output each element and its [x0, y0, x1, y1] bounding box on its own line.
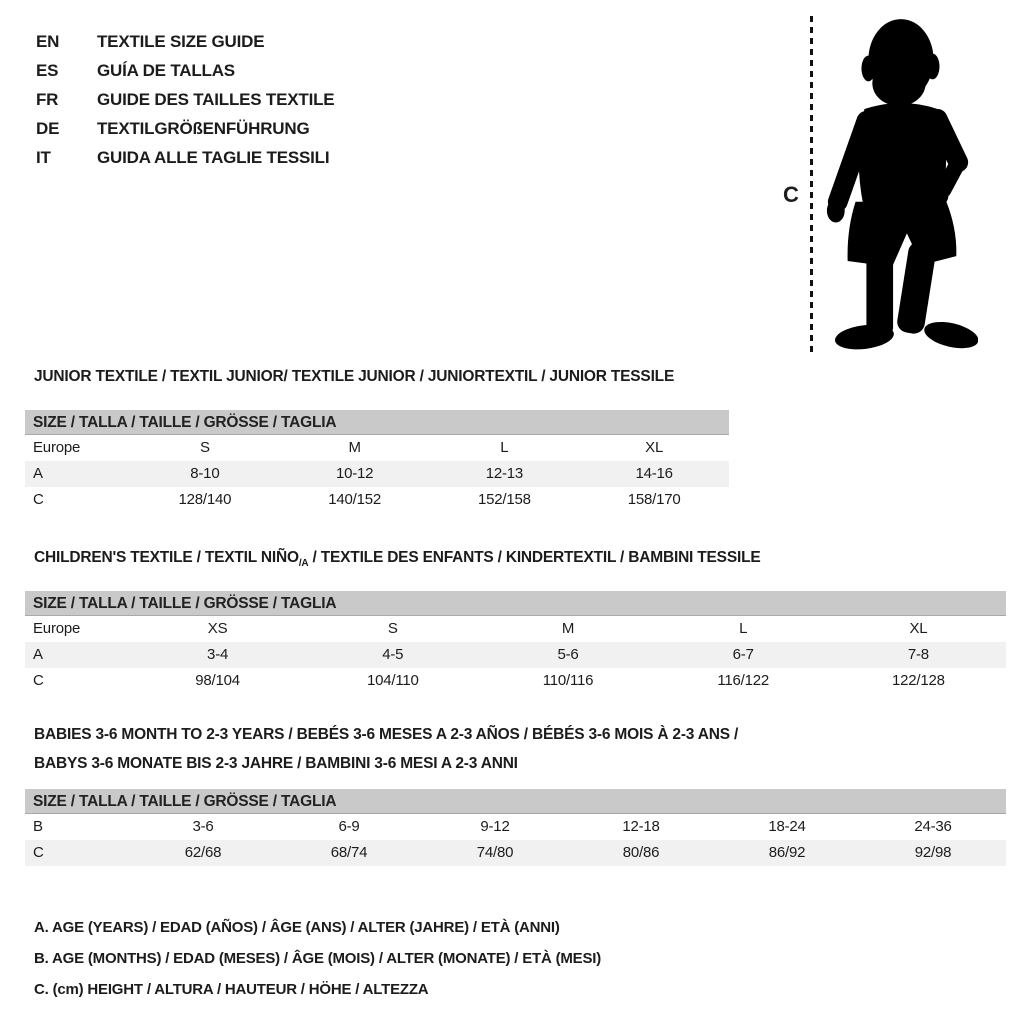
- size-value-cell: 80/86: [622, 844, 660, 861]
- row-label: C: [33, 491, 44, 508]
- guide-title: TEXTILE SIZE GUIDE: [97, 32, 265, 51]
- guide-title: GUIDE DES TAILLES TEXTILE: [97, 90, 335, 109]
- size-value-cell: 122/128: [892, 672, 945, 689]
- row-label: C: [33, 844, 44, 861]
- size-table-babies: [25, 789, 1006, 866]
- size-value-cell: 24-36: [914, 818, 952, 835]
- size-value-cell: 12-18: [622, 818, 660, 835]
- section-title-text: CHILDREN'S TEXTILE / TEXTIL NIÑO: [34, 549, 299, 566]
- guide-title: TEXTILGRÖßENFÜHRUNG: [97, 119, 310, 138]
- size-value-cell: 98/104: [195, 672, 240, 689]
- section-title-text: JUNIOR TEXTILE / TEXTIL JUNIOR/ TEXTILE JUNIOR / JUNIORTEXTIL / JUNIOR TESSILE: [34, 368, 675, 385]
- table-row: [25, 814, 1006, 840]
- size-value-cell: M: [561, 620, 575, 637]
- size-value-cell: 4-5: [382, 646, 404, 663]
- table-row: [25, 461, 729, 487]
- table-body: [25, 616, 1006, 694]
- size-value-cell: 86/92: [768, 844, 806, 861]
- toddler-figure: [760, 0, 1024, 370]
- size-value-cell: 5-6: [557, 646, 579, 663]
- language-code: DE: [36, 119, 60, 138]
- row-label: B: [33, 818, 43, 835]
- section-title-line2: BABYS 3-6 MONATE BIS 2-3 JAHRE / BAMBINI 3-6 MESI A 2-3 ANNI: [34, 755, 518, 772]
- legend-item-b: B. AGE (MONTHS) / EDAD (MESES) / ÂGE (MOIS) / ALTER (MONATE) / ETÀ (MESI): [34, 950, 602, 967]
- size-value-cell: 8-10: [190, 465, 220, 482]
- language-row: [36, 27, 334, 56]
- section-title-babies: [34, 720, 738, 778]
- height-dotted-line-icon: [810, 16, 813, 353]
- size-value-cell: 9-12: [480, 818, 510, 835]
- section-title-line1: BABIES 3-6 MONTH TO 2-3 YEARS / BEBÉS 3-6 MESES A 2-3 AÑOS / BÉBÉS 3-6 MOIS À 2-3 ANS /: [34, 726, 739, 743]
- table-header: SIZE / TALLA / TAILLE / GRÖSSE / TAGLIA: [25, 591, 1006, 616]
- language-row: [36, 85, 334, 114]
- size-value-cell: 110/116: [542, 672, 594, 689]
- row-label: A: [33, 465, 43, 482]
- size-value-cell: M: [348, 439, 361, 456]
- size-value-cell: S: [199, 439, 210, 456]
- size-value-cell: 104/110: [366, 672, 419, 689]
- table-row: [25, 642, 1006, 668]
- size-value-cell: 3-6: [192, 818, 214, 835]
- size-value-cell: 68/74: [330, 844, 368, 861]
- table-row: [25, 435, 729, 461]
- size-value-cell: S: [387, 620, 398, 637]
- size-value-cell: 6-7: [732, 646, 754, 663]
- section-title-children: [34, 543, 760, 578]
- table-body: [25, 814, 1006, 866]
- size-value-cell: XS: [207, 620, 228, 637]
- size-value-cell: 140/152: [328, 491, 382, 508]
- size-value-cell: XL: [645, 439, 664, 456]
- language-code: ES: [36, 61, 59, 80]
- table-header: SIZE / TALLA / TAILLE / GRÖSSE / TAGLIA: [25, 410, 729, 435]
- size-value-cell: XL: [909, 620, 928, 637]
- language-row: [36, 143, 334, 172]
- toddler-silhouette-icon: [820, 12, 978, 358]
- size-value-cell: 152/158: [477, 491, 531, 508]
- size-value-cell: 6-9: [338, 818, 360, 835]
- section-title-text: / TEXTILE DES ENFANTS / KINDERTEXTIL / BAMBINI TESSILE: [308, 549, 761, 566]
- language-code: FR: [36, 90, 59, 109]
- size-value-cell: 128/140: [178, 491, 232, 508]
- size-value-cell: 10-12: [335, 465, 374, 482]
- row-label: Europe: [33, 620, 81, 637]
- section-title-subscript: /A: [298, 558, 309, 570]
- language-row: [36, 56, 334, 85]
- size-table-children: [25, 591, 1006, 694]
- table-row: [25, 840, 1006, 866]
- size-value-cell: 74/80: [476, 844, 514, 861]
- size-value-cell: 158/170: [627, 491, 681, 508]
- size-value-cell: 3-4: [207, 646, 229, 663]
- legend-item-a: A. AGE (YEARS) / EDAD (AÑOS) / ÂGE (ANS) / ALTER (JAHRE) / ETÀ (ANNI): [34, 919, 560, 936]
- size-value-cell: L: [739, 620, 748, 637]
- height-measure-label: C: [783, 182, 799, 207]
- row-label: A: [33, 646, 43, 663]
- size-value-cell: 62/68: [184, 844, 222, 861]
- guide-title: GUIDA ALLE TAGLIE TESSILI: [97, 148, 330, 167]
- size-table-junior: [25, 410, 729, 513]
- legend-item-c: C. (cm) HEIGHT / ALTURA / HAUTEUR / HÖHE / ALTEZZA: [34, 981, 429, 998]
- language-title-list: [36, 27, 334, 172]
- size-value-cell: L: [500, 439, 509, 456]
- size-value-cell: 18-24: [768, 818, 806, 835]
- size-value-cell: 7-8: [907, 646, 929, 663]
- table-row: [25, 616, 1006, 642]
- row-label: Europe: [33, 439, 81, 456]
- size-value-cell: 14-16: [635, 465, 673, 482]
- section-title-junior: [34, 362, 674, 391]
- row-label: C: [33, 672, 44, 689]
- table-header: SIZE / TALLA / TAILLE / GRÖSSE / TAGLIA: [25, 789, 1006, 814]
- measurement-legend: [34, 912, 601, 1005]
- size-value-cell: 116/122: [717, 672, 770, 689]
- table-row: [25, 487, 729, 513]
- language-code: IT: [36, 148, 51, 167]
- size-value-cell: 12-13: [485, 465, 524, 482]
- guide-title: GUÍA DE TALLAS: [97, 61, 235, 80]
- size-value-cell: 92/98: [914, 844, 952, 861]
- table-row: [25, 668, 1006, 694]
- language-row: [36, 114, 334, 143]
- language-code: EN: [36, 32, 60, 51]
- table-body: [25, 435, 729, 513]
